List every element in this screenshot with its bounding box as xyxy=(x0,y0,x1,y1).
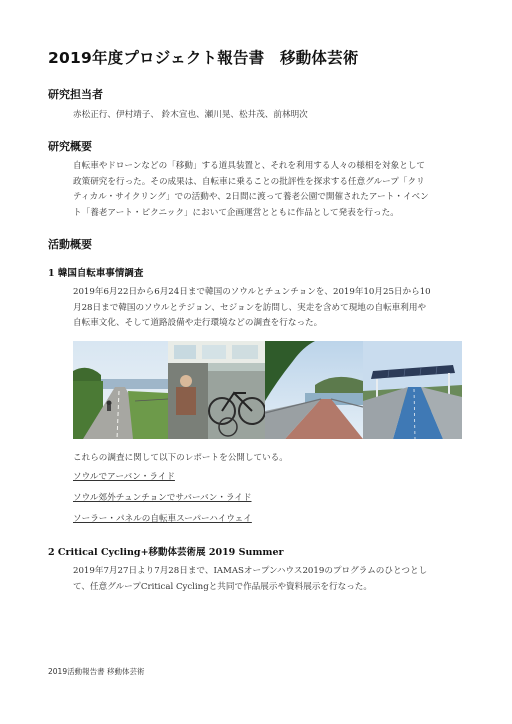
overview-line: 政策研究を行った。その成果は、自転車に乗ることの批評性を探求する任意グループ「クリ xyxy=(73,176,425,187)
overview-line: ティカル・サイクリング」での活動や、2日間に渡って養老公園で開催されたアート・イベン xyxy=(73,192,429,202)
overview-line: 自転車やドローンなどの「移動」する道具装置と、それを利用する人々の様相を対象として xyxy=(73,161,426,171)
activities-heading: 活動概要 xyxy=(48,238,92,251)
activity-1-line: 自転車文化、そして道路設備や走行環境などの調査を行なった。 xyxy=(73,318,323,328)
activity-1-heading: 1 韓国自転車事情調査 xyxy=(48,268,144,279)
members-heading: 研究担当者 xyxy=(48,88,103,101)
page-footer: 2019活動報告書 移動体芸術 xyxy=(48,667,145,676)
activity-2-line: 2019年7月27日より7月28日まで、IAMASオープンハウス2019のプログラムのひとつとし xyxy=(73,566,428,576)
overview-paragraph xyxy=(73,159,465,221)
report-link-solar-bike-highway[interactable]: ソーラー・パネルの自転車スーパーハイウェイ xyxy=(73,514,252,524)
overview-heading: 研究概要 xyxy=(48,140,92,153)
activity-1-line: 2019年6月22日から6月24日まで韓国のソウルとチュンチョンを、2019年10月25日から10 xyxy=(73,287,431,297)
lake-bridge-photo xyxy=(265,341,363,439)
photo-strip xyxy=(73,341,462,439)
solar-panel-highway-photo xyxy=(363,341,462,439)
document-title: 2019年度プロジェクト報告書 移動体芸術 xyxy=(48,49,359,67)
report-links xyxy=(73,451,288,533)
report-link-seoul-urban-ride[interactable]: ソウルでアーバン・ライド xyxy=(73,472,175,482)
activity-2-line: て、任意グループCritical Cyclingと共同で作品展示や資料展示を行なった。 xyxy=(73,581,372,592)
activity-2-paragraph xyxy=(73,564,465,595)
members-list: 赤松正行、伊村靖子、 鈴木宣也、瀬川晃、松井茂、前林明次 xyxy=(73,110,308,120)
links-intro: これらの調査に関して以下のレポートを公開している。 xyxy=(73,453,288,463)
riverside-path-photo xyxy=(73,341,168,439)
overview-line: ト「養老アート・ピクニック」において企画運営とともに作品として発表を行った。 xyxy=(73,207,399,218)
report-link-chuncheon-suburban-ride[interactable]: ソウル郊外チュンチョンでサバーバン・ライド xyxy=(73,493,252,503)
bicycle-train-photo xyxy=(168,341,265,439)
activity-1-line: 月28日まで韓国のソウルとテジョン、セジョンを訪問し、実走を含めて現地の自転車利用や xyxy=(73,302,427,313)
activity-1-paragraph xyxy=(73,285,465,332)
activity-2-heading: 2 Critical Cycling+移動体芸術展 2019 Summer xyxy=(48,547,284,558)
